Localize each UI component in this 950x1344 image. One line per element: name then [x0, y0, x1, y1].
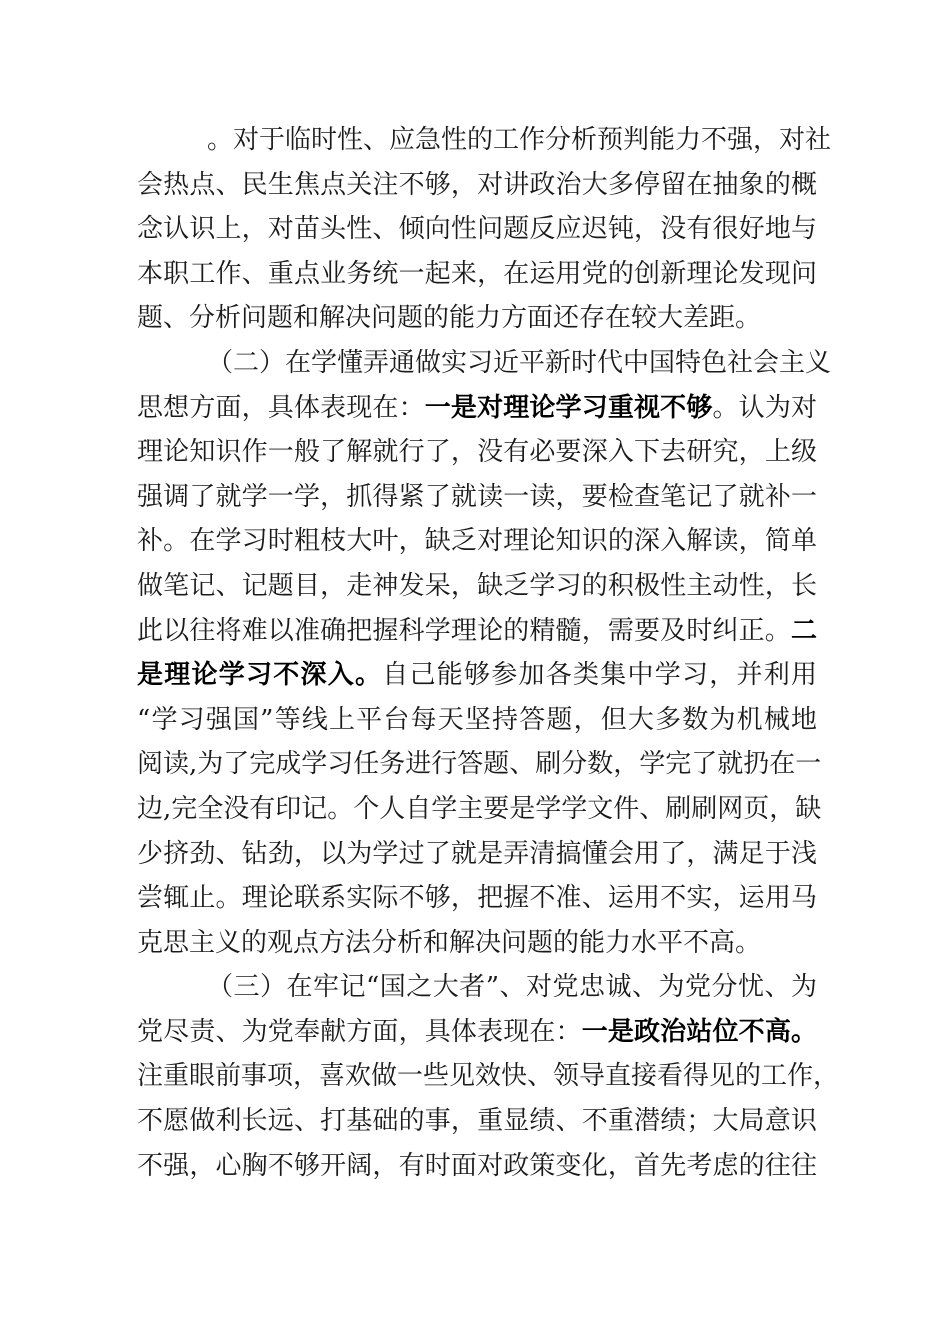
text-segment: （二）在学懂弄通做实习近平新时代中国特色社会主义	[207, 347, 832, 378]
text-segment: 不强，心胸不够开阔，有时面对政策变化，首先考虑的往往	[137, 1150, 817, 1181]
text-segment: 做笔记、记题目，走神发呆，缺乏学习的积极性主动性，长	[137, 570, 817, 601]
text-segment: 尝辄止。理论联系实际不够，把握不准、运用不实，运用马	[137, 883, 817, 914]
text-line	[137, 564, 817, 609]
text-segment: 不愿做利长远、打基础的事，重显绩、不重潜绩；大局意识	[137, 1106, 817, 1137]
section-heading-line	[137, 341, 832, 386]
text-line	[137, 1144, 817, 1189]
text-segment: 思想方面，具体表现在：	[137, 392, 425, 423]
text-line	[137, 252, 817, 297]
text-segment: 少挤劲、钻劲，以为学过了就是弄清搞懂会用了，满足于浅	[137, 838, 817, 869]
text-segment: 边,完全没有印记。个人自学主要是学学文件、刷刷网页，缺	[137, 793, 822, 824]
text-line	[137, 118, 832, 163]
text-segment: 阅读,为了完成学习任务进行答题、刷分数，学完了就扔在一	[137, 749, 822, 780]
bold-point: 一是对理论学习重视不够	[424, 392, 713, 423]
text-line	[137, 832, 817, 877]
text-line	[137, 1010, 817, 1055]
text-segment: 。对于临时性、应急性的工作分析预判能力不强，对社	[207, 125, 832, 155]
text-segment: 题、分析问题和解决问题的能力方面还存在较大差距。	[137, 303, 762, 334]
text-line	[137, 1099, 817, 1144]
text-segment: “学习强国”等线上平台每天坚持答题，但大多数为机械地	[137, 704, 817, 735]
text-segment: 念认识上，对苗头性、倾向性问题反应迟钝，没有很好地与	[137, 214, 817, 245]
text-line	[137, 296, 817, 341]
text-line	[137, 430, 817, 475]
bold-point: 是理论学习不深入。	[137, 660, 383, 691]
text-line	[137, 207, 817, 252]
text-segment: 理论知识作一般了解就行了，没有必要深入下去研究，上级	[137, 437, 817, 468]
text-segment: 此以往将难以准确把握科学理论的精髓，需要及时纠正。	[137, 615, 791, 646]
text-segment: 会热点、民生焦点关注不够，对讲政治大多停留在抽象的概	[137, 169, 817, 200]
text-segment: 克思主义的观点方法分析和解决问题的能力水平不高。	[137, 927, 762, 958]
bold-point: 一是政治站位不高。	[581, 1016, 817, 1047]
text-line	[137, 609, 817, 654]
text-line	[137, 787, 822, 832]
text-line	[137, 698, 817, 743]
text-line	[137, 742, 822, 787]
text-line	[137, 1054, 840, 1099]
section-heading-line	[137, 965, 817, 1010]
text-line	[137, 519, 817, 564]
text-line	[137, 475, 817, 520]
text-segment: 本职工作、重点业务统一起来，在运用党的创新理论发现问	[137, 258, 817, 289]
text-segment: 补。在学习时粗枝大叶，缺乏对理论知识的深入解读，简单	[137, 526, 817, 557]
text-segment: 强调了就学一学，抓得紧了就读一读，要检查笔记了就补一	[137, 481, 817, 512]
text-segment: （三）在牢记“国之大者”、对党忠诚、为党分忧、为	[207, 972, 817, 1003]
text-segment: 自己能够参加各类集中学习，并利用	[382, 660, 817, 691]
text-segment: 党尽责、为党奉献方面，具体表现在：	[137, 1016, 582, 1047]
bold-point: 二	[790, 615, 817, 646]
text-line	[137, 653, 817, 698]
text-segment: 。认为对	[712, 392, 817, 423]
text-line	[137, 921, 817, 966]
text-segment: 注重眼前事项，喜欢做一些见效快、领导直接看得见的工作，	[137, 1061, 840, 1092]
document-body	[137, 118, 840, 1188]
text-line	[137, 876, 817, 921]
text-line	[137, 163, 817, 208]
text-line	[137, 386, 817, 431]
